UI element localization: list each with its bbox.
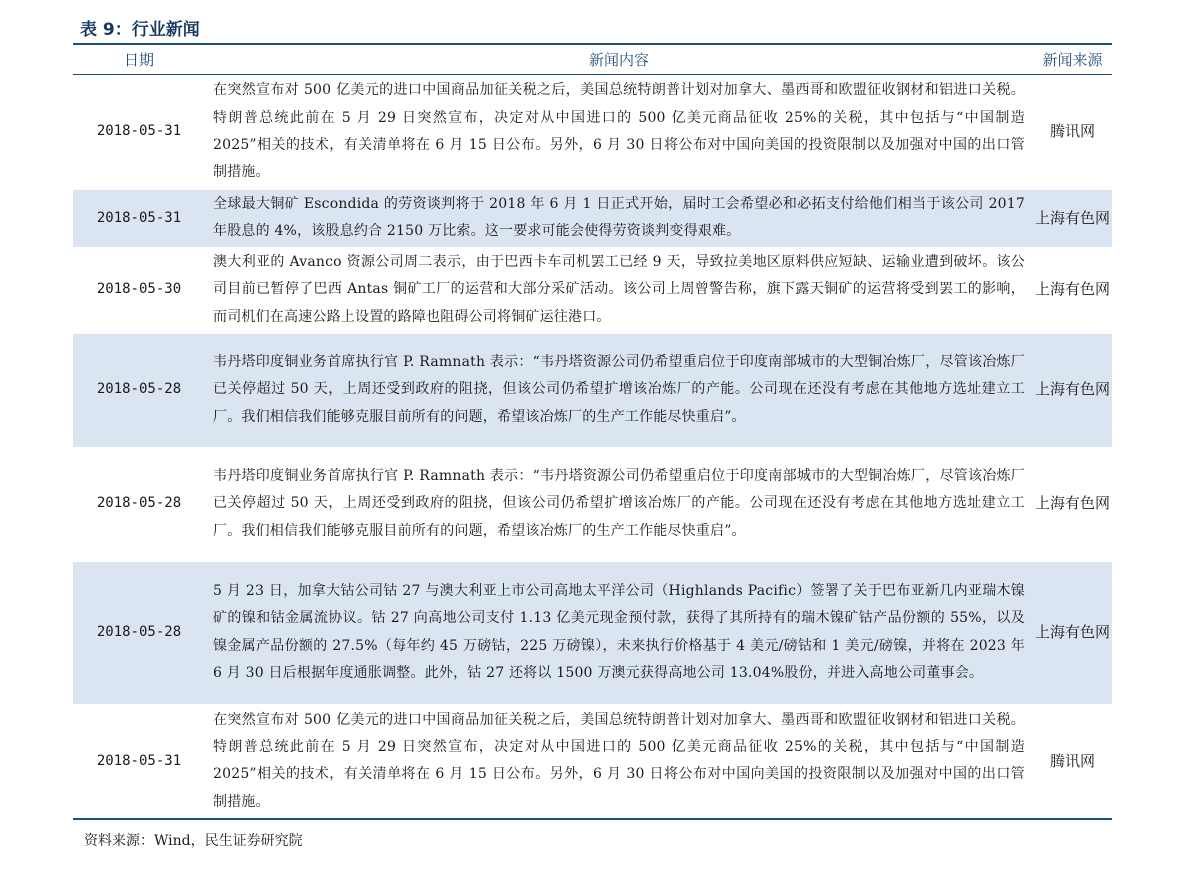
- table-row: [73, 247, 1112, 333]
- row-source: 腾讯网: [1033, 704, 1112, 819]
- table-row: [73, 704, 1112, 819]
- row-content: 韦丹塔印度铜业务首席执行官 P. Ramnath 表示：“韦丹塔资源公司仍希望重启位于印度南部城市的大型铜冶炼厂，尽管该冶炼厂已关停超过 50 天，上周还受到政府的阻挠，但该公司仍希望扩增该冶炼厂的产能。公司现在还没有考虑在其他地方选址建立工厂。我们相信我们能够克服目前所有的问题，希望该冶炼厂的生产工作能尽快重启”。: [205, 447, 1033, 561]
- row-date: 2018-05-31: [73, 704, 205, 819]
- row-content: 全球最大铜矿 Escondida 的劳资谈判将于 2018 年 6 月 1 日正式开始，届时工会希望必和必拓支付给他们相当于该公司 2017 年股息的 4%，该股息约合 2150 万比索。这一要求可能会使得劳资谈判变得艰难。: [205, 190, 1033, 248]
- row-source: 上海有色网: [1033, 190, 1112, 248]
- row-date: 2018-05-28: [73, 333, 205, 447]
- news-table: [73, 43, 1112, 820]
- header-content: 新闻内容: [205, 44, 1033, 75]
- table-title: 表 9：行业新闻: [80, 20, 200, 40]
- table-row: [73, 561, 1112, 704]
- row-content: 在突然宣布对 500 亿美元的进口中国商品加征关税之后，美国总统特朗普计划对加拿大、墨西哥和欧盟征收钢材和铝进口关税。特朗普总统此前在 5 月 29 日突然宣布，决定对从中国进口的 500 亿美元商品征收 25%的关税，其中包括与“中国制造 2025”相关的技术，有关清单将在 6 月 15 日公布。另外，6 月 30 日将公布对中国向美国的投资限制以及加强对中国的出口管制措施。: [205, 75, 1033, 190]
- row-source: 上海有色网: [1033, 561, 1112, 704]
- header-date: 日期: [73, 44, 205, 75]
- row-content: 5 月 23 日，加拿大钴公司钴 27 与澳大利亚上市公司高地太平洋公司（Highlands Pacific）签署了关于巴布亚新几内亚瑞木镍矿的镍和钴金属流协议。钴 27 向高地公司支付 1.13 亿美元现金预付款，获得了其所持有的瑞木镍矿钴产品份额的 55%，以及镍金属产品份额的 27.5%（每年约 45 万磅钴，225 万磅镍），未来执行价格基于 4 美元/磅钴和 1 美元/磅镍，并将在 2023 年 6 月 30 日后根据年度通胀调整。此外，钴 27 还将以 1500 万澳元获得高地公司 13.04%股份，并进入高地公司董事会。: [205, 561, 1033, 704]
- table-row: [73, 447, 1112, 561]
- table-row: [73, 75, 1112, 190]
- header-source: 新闻来源: [1033, 44, 1112, 75]
- row-date: 2018-05-31: [73, 75, 205, 190]
- table-row: [73, 333, 1112, 447]
- source-footnote: 资料来源：Wind，民生证券研究院: [84, 833, 303, 849]
- row-source: 上海有色网: [1033, 333, 1112, 447]
- table-row: [73, 190, 1112, 248]
- row-content: 在突然宣布对 500 亿美元的进口中国商品加征关税之后，美国总统特朗普计划对加拿大、墨西哥和欧盟征收钢材和铝进口关税。特朗普总统此前在 5 月 29 日突然宣布，决定对从中国进口的 500 亿美元商品征收 25%的关税，其中包括与“中国制造 2025”相关的技术，有关清单将在 6 月 15 日公布。另外，6 月 30 日将公布对中国向美国的投资限制以及加强对中国的出口管制措施。: [205, 704, 1033, 819]
- table-header-row: [73, 44, 1112, 75]
- row-date: 2018-05-28: [73, 447, 205, 561]
- row-content: 韦丹塔印度铜业务首席执行官 P. Ramnath 表示：“韦丹塔资源公司仍希望重启位于印度南部城市的大型铜冶炼厂，尽管该冶炼厂已关停超过 50 天，上周还受到政府的阻挠，但该公司仍希望扩增该冶炼厂的产能。公司现在还没有考虑在其他地方选址建立工厂。我们相信我们能够克服目前所有的问题，希望该冶炼厂的生产工作能尽快重启”。: [205, 333, 1033, 447]
- row-source: 上海有色网: [1033, 447, 1112, 561]
- row-date: 2018-05-30: [73, 247, 205, 333]
- row-source: 上海有色网: [1033, 247, 1112, 333]
- row-date: 2018-05-28: [73, 561, 205, 704]
- row-source: 腾讯网: [1033, 75, 1112, 190]
- row-date: 2018-05-31: [73, 190, 205, 248]
- row-content: 澳大利亚的 Avanco 资源公司周二表示，由于巴西卡车司机罢工已经 9 天，导致拉美地区原料供应短缺、运输业遭到破坏。该公司目前已暂停了巴西 Antas 铜矿工厂的运营和大部分采矿活动。该公司上周曾警告称，旗下露天铜矿的运营将受到罢工的影响，而司机们在高速公路上设置的路障也阻碍公司将铜矿运往港口。: [205, 247, 1033, 333]
